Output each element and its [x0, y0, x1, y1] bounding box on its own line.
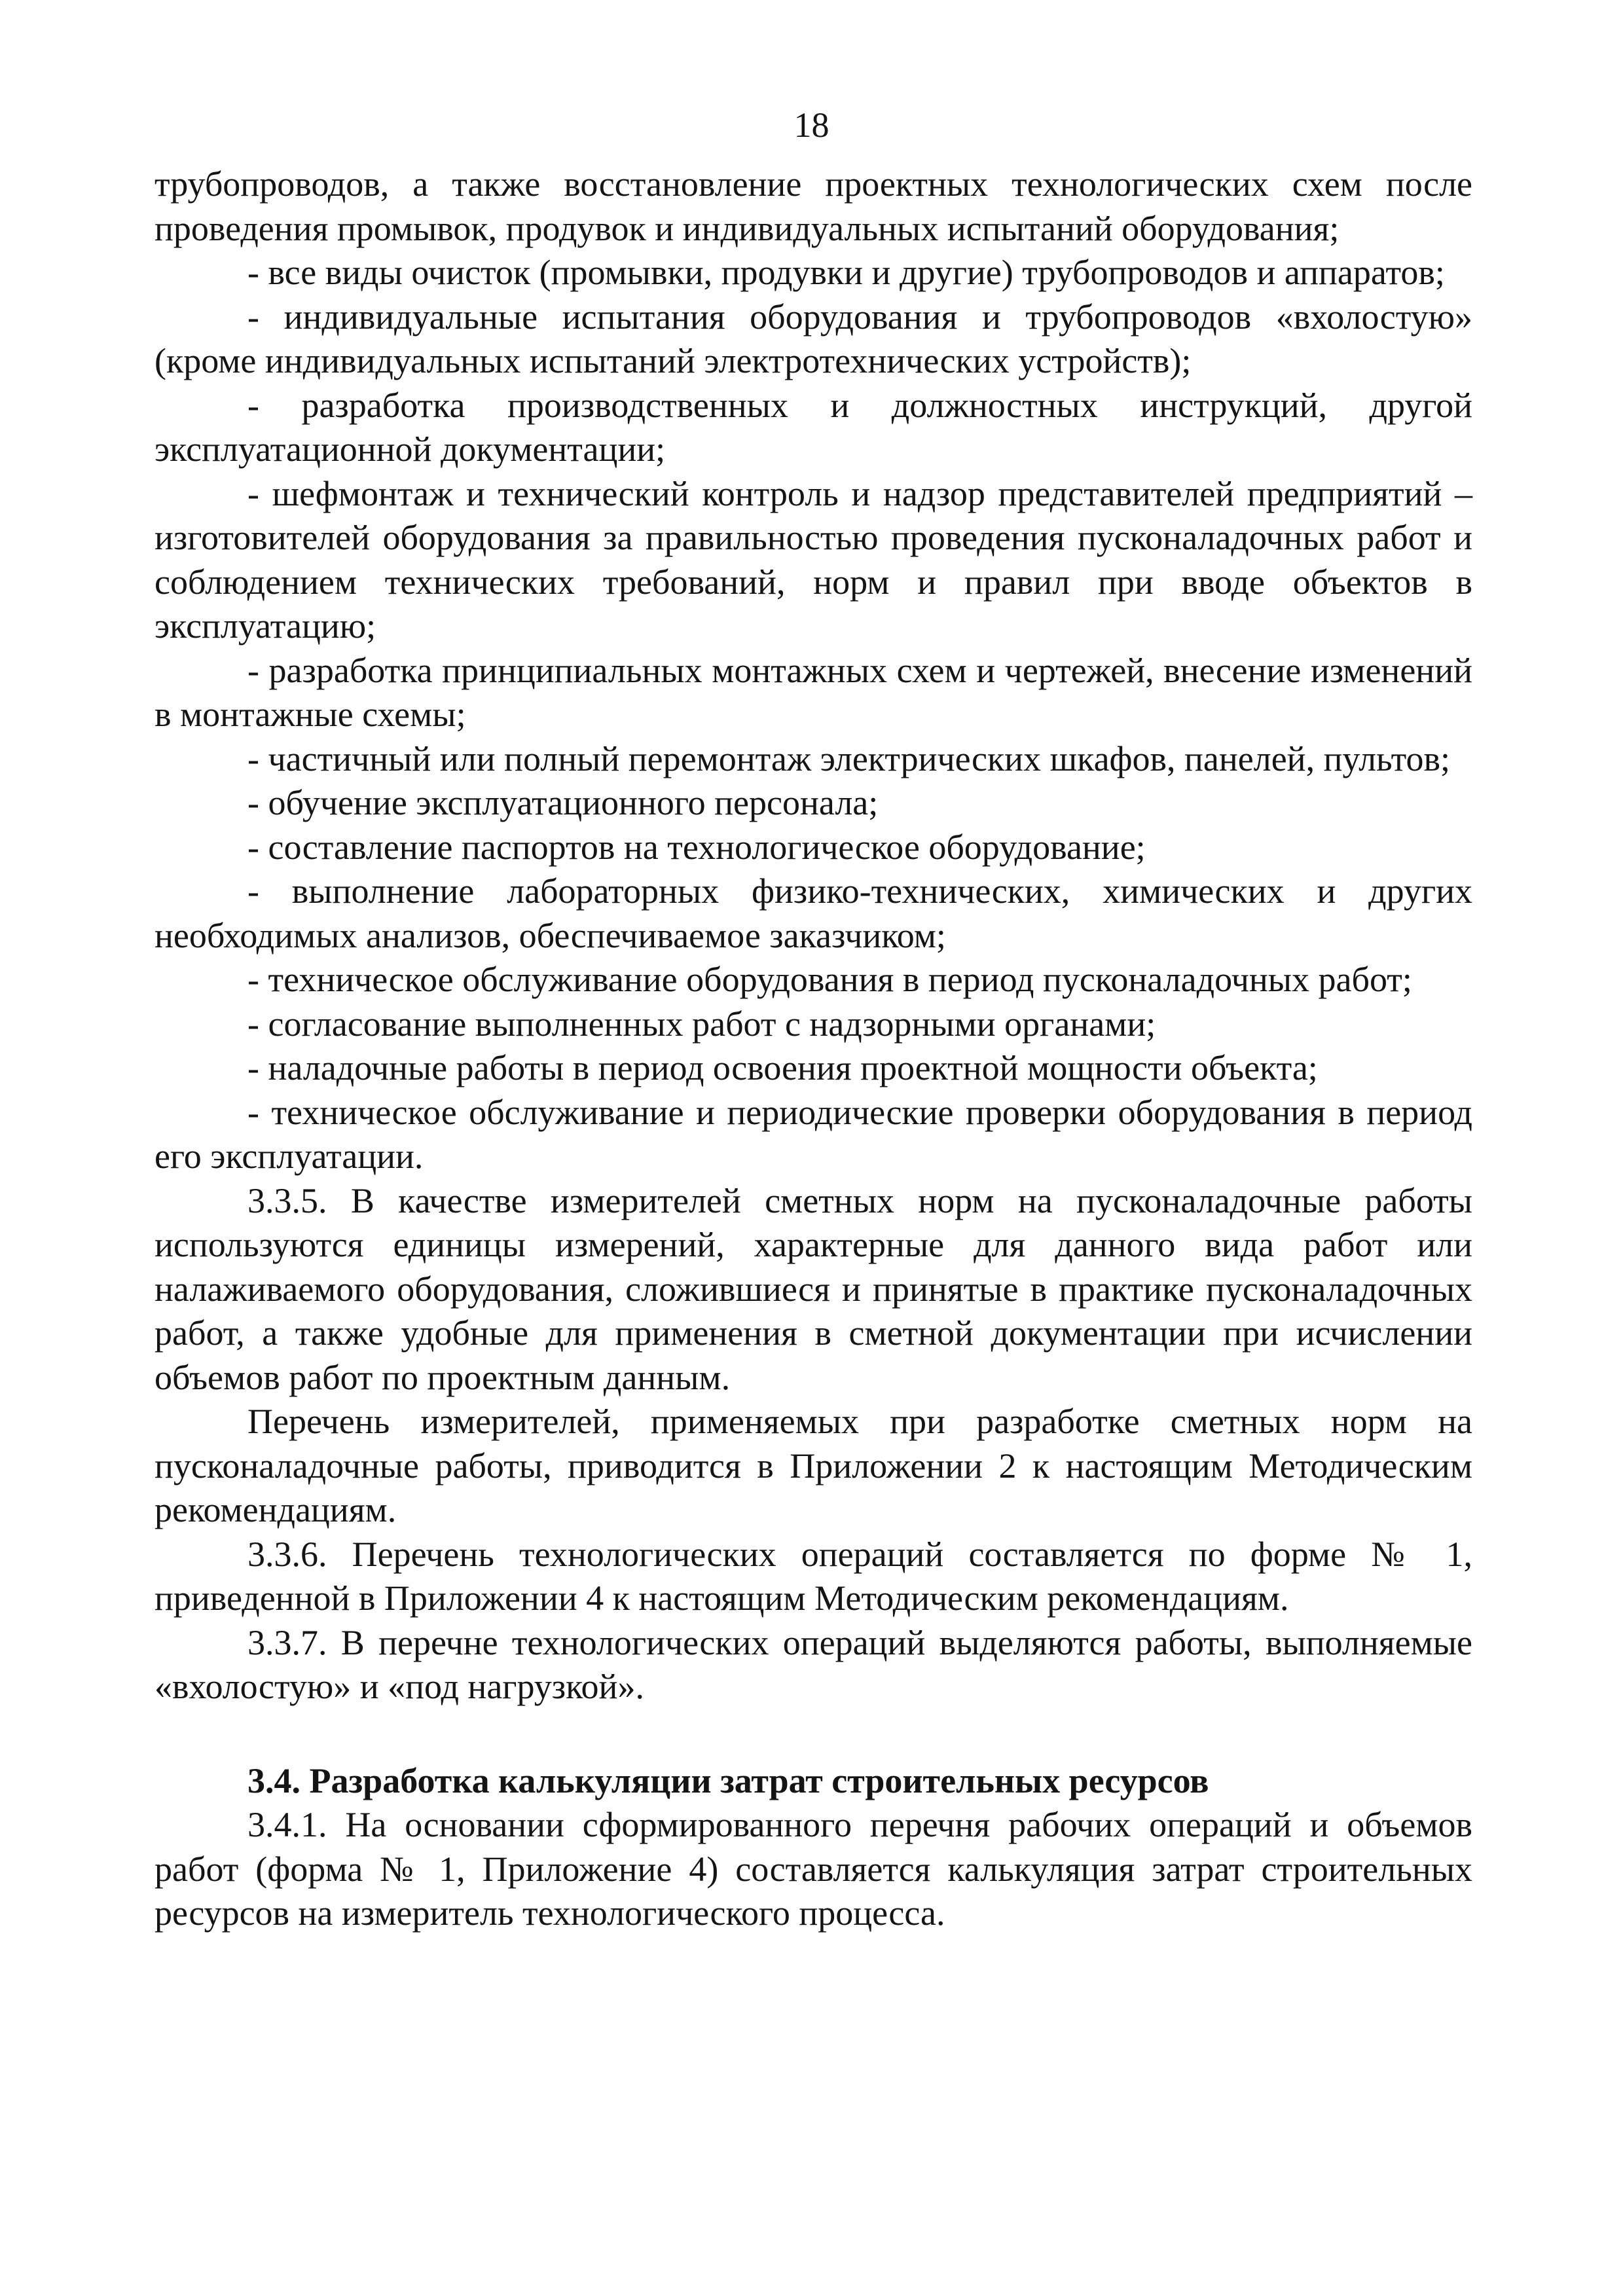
list-item: - частичный или полный перемонтаж электрических шкафов, панелей, пультов; [247, 738, 1451, 778]
paragraph-continuation: трубопроводов, а также восстановление проектных технологических схем после проведения промывок, продувок и индивидуальных испытаний оборудования; [155, 164, 1472, 248]
page-body [155, 162, 1472, 1936]
clause-3-3-5: 3.3.5. В качестве измерителей сметных норм на пусконаладочные работы используются единицы измерений, характерные для данного вида работ или налаживаемого оборудования, сложившиеся и принятые в практике пусконаладочных работ, а также удобные для применения в сметной документации при исчислении объемов работ по проектным данным. [155, 1180, 1472, 1397]
list-item: - техническое обслуживание оборудования в период пусконаладочных работ; [247, 960, 1412, 999]
list-item: - техническое обслуживание и периодические проверки оборудования в период его эксплуатации. [155, 1092, 1472, 1176]
clause-3-4-1: 3.4.1. На основании сформированного перечня рабочих операций и объемов работ (форма № 1, Приложение 4) составляется калькуляция затрат строительных ресурсов на измеритель технологического процесса. [155, 1805, 1472, 1933]
list-item: - разработка производственных и должностных инструкций, другой эксплуатационной документации; [155, 385, 1472, 469]
paragraph: Перечень измерителей, применяемых при разработке сметных норм на пусконаладочные работы, приводится в Приложении 2 к настоящим Методическим рекомендациям. [155, 1402, 1472, 1529]
list-item: - шефмонтаж и технический контроль и надзор представителей предприятий – изготовителей оборудования за правильностью проведения пусконаладочных работ и соблюдением технических требований, норм и правил при вводе объектов в эксплуатацию; [155, 473, 1472, 646]
list-item: - согласование выполненных работ с надзорными органами; [247, 1004, 1156, 1044]
page-number: 18 [793, 105, 830, 145]
clause-3-3-7: 3.3.7. В перечне технологических операций выделяются работы, выполняемые «вхолостую» и «под нагрузкой». [155, 1622, 1472, 1706]
list-item: - разработка принципиальных монтажных схем и чертежей, внесение изменений в монтажные схемы; [155, 650, 1472, 734]
list-item: - все виды очисток (промывки, продувки и другие) трубопроводов и аппаратов; [247, 253, 1445, 292]
clause-3-3-6: 3.3.6. Перечень технологических операций составляется по форме № 1, приведенной в Приложении 4 к настоящим Методическим рекомендациям. [155, 1534, 1472, 1618]
list-item: - индивидуальные испытания оборудования и трубопроводов «вхолостую» (кроме индивидуальных испытаний электротехнических устройств); [155, 297, 1472, 380]
list-item: - составление паспортов на технологическое оборудование; [247, 827, 1146, 867]
list-item: - выполнение лабораторных физико-технических, химических и других необходимых анализов, обеспечиваемое заказчиком; [155, 871, 1472, 955]
list-item: - наладочные работы в период освоения проектной мощности объекта; [247, 1048, 1318, 1087]
section-heading: 3.4. Разработка калькуляции затрат строительных ресурсов [247, 1760, 1209, 1800]
list-item: - обучение эксплуатационного персонала; [247, 783, 879, 822]
